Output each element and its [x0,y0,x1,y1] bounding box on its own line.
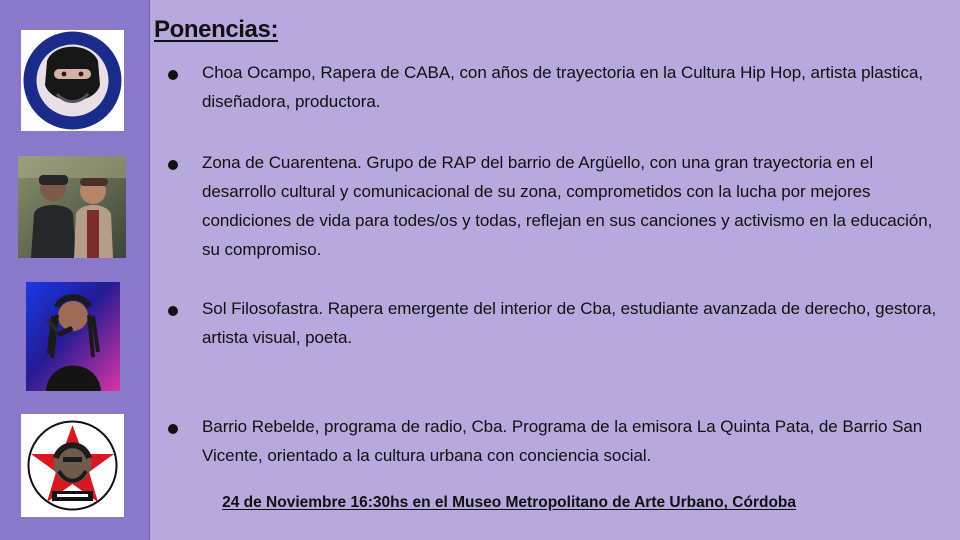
speaker-photo-sol-filosofastra [26,282,120,391]
speaker-photo-zona-de-cuarentena [18,156,126,258]
speaker-photo-choa-ocampo [21,30,124,131]
speaker-description: Barrio Rebelde, programa de radio, Cba. Programa de la emisora La Quinta Pata, de Barrio San Vicente, orientado a la cultura urbana con conciencia social. [202,417,923,465]
event-details: 24 de Noviembre 16:30hs en el Museo Metropolitano de Arte Urbano, Córdoba [222,494,796,511]
bullet-icon [168,424,178,434]
barrio-rebelde-logo [21,414,124,517]
page-title: Ponencias: [154,16,279,43]
speaker-description: Sol Filosofastra. Rapera emergente del interior de Cba, estudiante avanzada de derecho, gestora, artista visual, poeta. [202,299,937,347]
main-content [150,0,960,540]
bullet-icon [168,306,178,316]
bullet-icon [168,160,178,170]
speaker-description: Choa Ocampo, Rapera de CABA, con años de trayectoria en la Cultura Hip Hop, artista plastica, diseñadora, productora. [202,63,924,111]
image-sidebar [0,0,150,540]
bullet-icon [168,70,178,80]
speaker-description: Zona de Cuarentena. Grupo de RAP del barrio de Argüello, con una gran trayectoria en el desarrollo cultural y comunicacional de su zona, comprometidos con la lucha por mejores condiciones de vida para todes/os y todas, reflejan en sus canciones y activismo en la educación, su compromiso. [202,153,933,259]
